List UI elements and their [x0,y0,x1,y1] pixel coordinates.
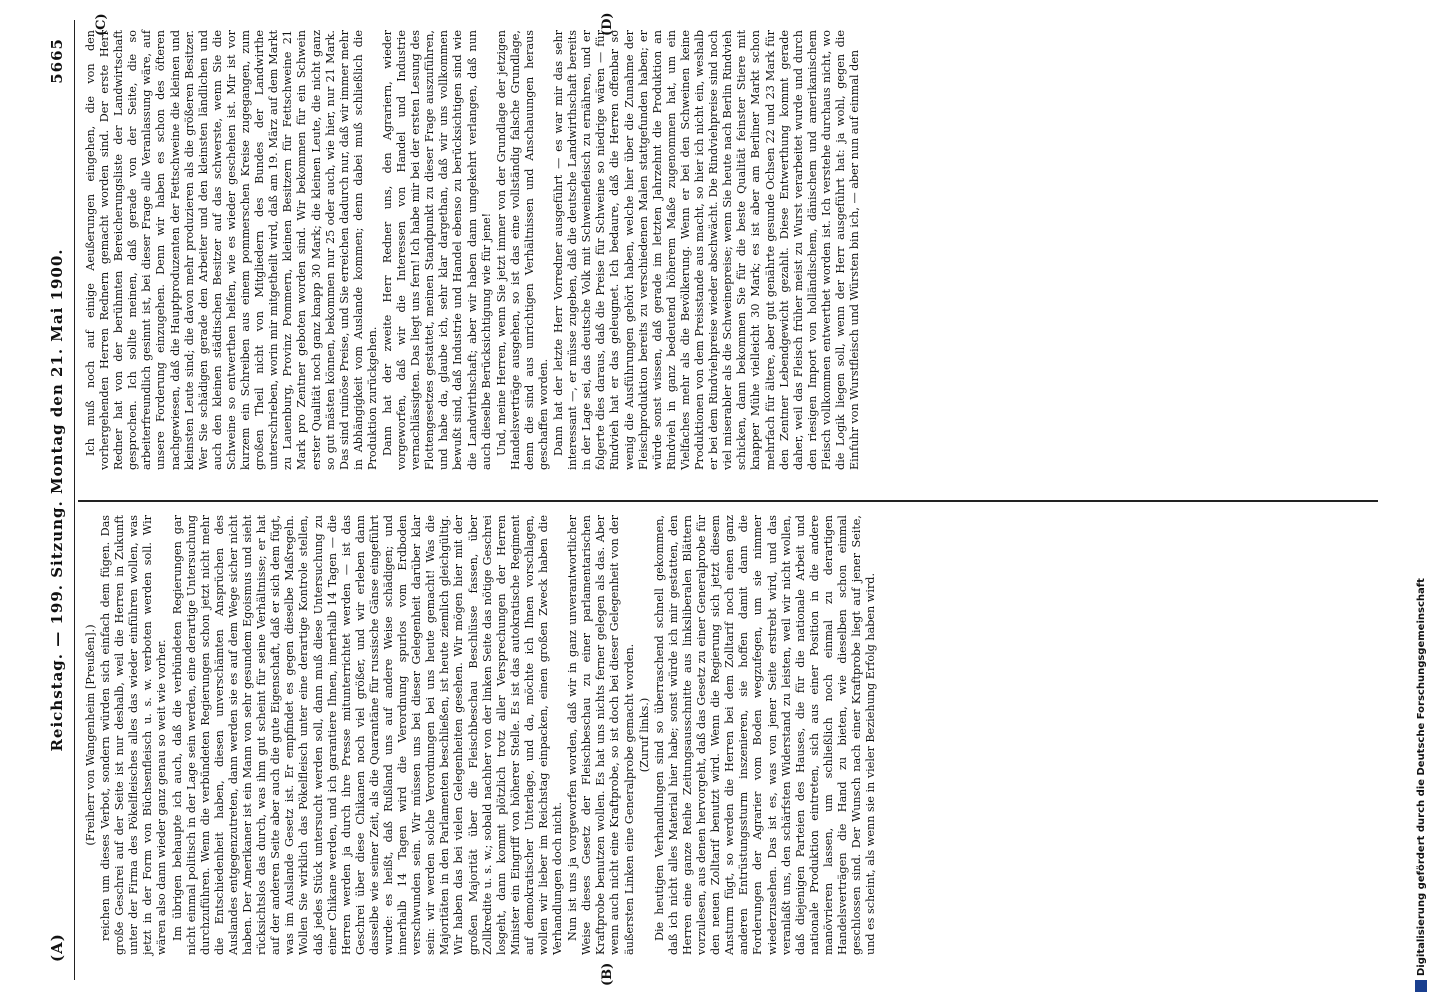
header-margin-a: (A) [48,933,66,962]
margin-marker-c: (C) [94,13,109,36]
column-divider [78,500,1378,502]
page-header [48,20,72,980]
paragraph: Nun ist uns ja vorgeworfen worden, daß wir in ganz unverantwortlicher Weise dieses Gesetz der Fleischbeschau zu einer parlamentarischen Kraftprobe benutzen wollen. Es hat uns nichts ferner gelegen als das. Aber wenn auch nicht eine Kraftprobe, so ist doch bei dieser Gelegenheit von der äußersten Linken eine Generalprobe gemacht worden. [566,515,636,955]
margin-marker-b: (B) [600,962,615,986]
paragraph: Die heutigen Verhandlungen sind so überraschend schnell gekommen, daß ich nicht alles Material hier habe; sonst würde ich mir gestatten, den Herren eine ganze Reihe Zeitungsausschnitte aus linksliberalen Blättern vorzulesen, aus denen hervorgeht, daß das Gesetz zu einer Generalprobe für den neuen Zolltarif benutzt wird. Wenn die Regierung sich jetzt diesem Ansturm fügt, so werden die Herren bei dem Zolltarif noch einen ganz anderen Entrüstungssturm inszenieren, sie hoffen damit dann die Forderungen der Agrarier vom Boden wegzufegen, um sie nimmer wiederzusehen. Das ist es, was von jener Seite erstrebt wird, und das veranlaßt uns, den schärfsten Widerstand zu leisten, weil wir nicht wollen, daß diejenigen Parteien des Hauses, die für die nationale Arbeit und nationale Produktion eintreten, sich aus einer Position in die andere manövrieren lassen, um schließlich noch einmal zu derartigen Handelsverträgen die Hand zu bieten, wie dieselben schon einmal geschlossen sind. Der Wunsch nach einer Kraftprobe liegt auf jener Seite, und es scheint, als wenn sie in vieler Beziehung Erfolg haben wird. [652,515,878,955]
paragraph: Dann hat der letzte Herr Vorredner ausgeführt — es war mir das sehr interessant —, er müsse zugeben, daß die deutsche Landwirthschaft bereits in der Lage sei, das deutsche Volk mit Schweinefleisch zu ernähren, und er folgerte dies daraus, daß die Preise für Schweine so niedrige wären — für Rindvieh hat er das geleugnet. Ich bedaure, daß die Herren offenbar so wenig die Ausführungen gehört haben, welche hier über die Zunahme der Fleischproduktion bereits zu verschiedenen Malen stattgefunden haben; er würde sonst wissen, daß gerade im letzten Jahrzehnt die Produktion an Rindvieh in ganz bedeutend höherem Maße zugenommen hat, um ein Vielfaches mehr als die Bevölkerung. Wenn er bei den Schweinen keine Produktionen von dem Preisstande aus macht, so hier ich nicht ein, weshalb er bei dem Rindviehpreise wieder abschwächt. Die Rindviehpreise sind noch viel miserabler als die Schweinepreise; wenn Sie heute nach Berlin Rindvieh schicken, dann bekommen Sie für die beste Qualität feinster Stiere mit knapper Mühe vielleicht 30 Mark; es ist aber am Berliner Markt schon mehrfach für ältere, aber gut genährte gesunde Ochsen 22 und 23 Mark für den Zentner Lebendgewicht gezahlt. Diese Entwerthung kommt gerade daher, weil das Fleisch früher meist zu Wurst verarbeitet wurde und durch den riesigen Import von holländischem, dänischem und amerikanischem Fleisch vollkommen entwerthet worden ist. Ich verstehe durchaus nicht, wo die Logik liegen soll, wenn der Herr ausgeführt hat: ja wohl, gegen die Einfuhr von Wurstfleisch und Würsten bin ich, — aber nun auf einmal den [552,30,862,470]
speaker-line: (Freiherr von Wangenheim [Preußen].) [84,624,97,846]
footer-text: Digitalisierung gefördert durch die Deutsche Forschungsgemeinschaft [1416,578,1427,976]
margin-marker-d: (D) [600,12,615,36]
paragraph: Ich muß noch auf einige Aeußerungen eingehen, die von den vorhergehenden Herren Rednern gemacht worden sind. Der erste Herr Redner hat von der berühmten Bereicherungsliste der Landwirtschaft gesprochen. Ich sollte meinen, daß gerade von der Seite, die so arbeiterfreundlich gesinnt ist, bei dieser Frage alle Veranlassung wäre, auf unsere Forderung einzugehen. Denn wir haben es schon des öfteren nachgewiesen, daß die Hauptproduzenten der Fettschweine die kleinen und kleinsten Leute sind; die davon mehr produzieren als die größeren Besitzer. Wer Sie schädigen gerade den Arbeiter und den kleinsten ländlichen und auch den kleinen städtischen Besitzer auf das schwerste, wenn Sie die Schweine so entwerthen helfen, wie es wieder geschehen ist. Mir ist vor kurzem ein Schreiben aus einem pommerschen Kreise zugegangen, zum großen Theil nicht von Mitgliedern des Bundes der Landwirthe unterschrieben, worin mir mitgetheilt wird, daß am 19. März auf dem Markt zu Lauenburg, Provinz Pommern, kleinen Besitzern für Fettschweine 21 Mark pro Zentner geboten worden sind. Wir bekommen für ein Schwein erster Qualität noch ganz knapp 30 Mark; die kleinen Leute, die nicht ganz so gut mästen können, bekommen nur 25 oder auch, wie hier, nur 21 Mark. Das sind ruinöse Preise, und Sie erreichen dadurch nur, daß wir immer mehr in Abhängigkeit vom Auslande kommen; denn dabei muß schließlich die Produktion zurückgehen. [84,30,379,470]
paragraph: Und, meine Herren, wenn Sie jetzt immer von der Grundlage der jetzigen Handelsverträge ausgehen, so ist das eine vollständig falsche Grundlage, denn die sind aus unrichtigen Verhältnissen und Anschauungen heraus geschaffen worden. [494,30,550,470]
paragraph: reichen um dieses Verbot, sondern würden sich einfach dem fügen. Das große Geschrei auf der Seite ist nur deshalb, weil die Herren in Zukunft unter der Firma des Pökelfleisches alles das wieder einführen wollen, was jetzt in der Form von Büchsenfleisch u. s. w. verboten werden soll. Wir wären also dann wieder ganz genau so weit wie vorher. [99,515,169,955]
header-rule [74,20,75,980]
page-number: 5665 [48,38,66,84]
interjection: (Zuruf links.) [637,697,651,773]
header-title: Reichstag. — 199. Sitzung. Montag den 21. Mai 1900. [48,248,66,752]
dfg-footer [1410,0,1434,1000]
right-column [84,30,863,470]
left-column [84,515,879,955]
paragraph: Im übrigen behaupte ich auch, daß die verbündeten Regierungen gar nicht einmal politisch in der Lage sein werden, eine derartige Untersuchung durchzuführen. Wenn die verbündeten Regierungen schon jetzt nicht mehr die Entschiedenheit haben, diesen unverschämten Ansprüchen des Auslandes entgegenzutreten, dann werden sie es auf dem Wege sicher nicht haben. Der Amerikaner ist ein Mann von sehr gesundem Egoismus und sieht rücksichtslos das durch, was ihm gut scheint für seine Verhältnisse; er hat auf der anderen Seite aber auch die gute Eigenschaft, daß er sich dem fügt, was im Auslande Gesetz ist. Er empfindet es gegen dieselbe Maßregeln. Wollen Sie wirklich das Pökelfleisch unter eine derartige Kontrole stellen, daß jedes Stück untersucht werden soll, dann muß diese Untersuchung zu einer Chikane werden, und ich garantiere Ihnen, innerhalb 14 Tagen — die Herren werden ja durch ihre Presse mitunterrichtet werden — ist das Geschrei über diese Chikanen noch viel größer, und wir erleben dann dasselbe wie seiner Zeit, als die Quarantäne für russische Gänse eingeführt wurde: es heißt, daß Rußland uns auf andere Weise schädigen; und innerhalb 14 Tagen wird die Verordnung spurlos vom Erdboden verschwunden sein. Wir müssen uns bei dieser Gelegenheit darüber klar sein: wir werden solche Verordnungen bei uns heute gemacht! Was die Majoritäten in den Parlamenten beschließen, ist heute ziemlich gleichgültig. Wir haben das bei vielen Gelegenheiten gesehen. Wir mögen hier mit der großen Majorität über die Fleischbeschau Beschlüsse fassen, über Zollkredite u. s. w.; sobald nachher von der linken Seite das nötige Geschrei losgeht, dann kommt plötzlich trotz aller Versprechungen der Herren Minister ein Eingriff von höherer Stelle. Es ist das autokratische Regiment auf demokratischer Unterlage, und da, möchte ich Ihnen vorschlagen, wollen wir lieber im Reichstag einpacken, einen großen Zweck haben die Verhandlungen doch nicht. [170,515,565,955]
paragraph: Dann hat der zweite Herr Redner uns, den Agrariern, wieder vorgeworfen, daß wir die Interessen von Handel und Industrie vernachlässigten. Das liegt uns fern! Ich habe mir bei der ersten Lesung des Flottengesetzes gestattet, meinen Standpunkt zu dieser Frage auszuführen, und habe da, glaube ich, sehr klar dargethan, daß wir uns vollkommen bewußt sind, daß Industrie und Handel ebenso zu berücksichtigen sind wie die Landwirthschaft; aber wir haben dann umgekehrt verlangen, daß nun auch dieselbe Berücksichtigung wie für jene! [380,30,493,470]
dfg-logo-icon [1415,980,1427,992]
